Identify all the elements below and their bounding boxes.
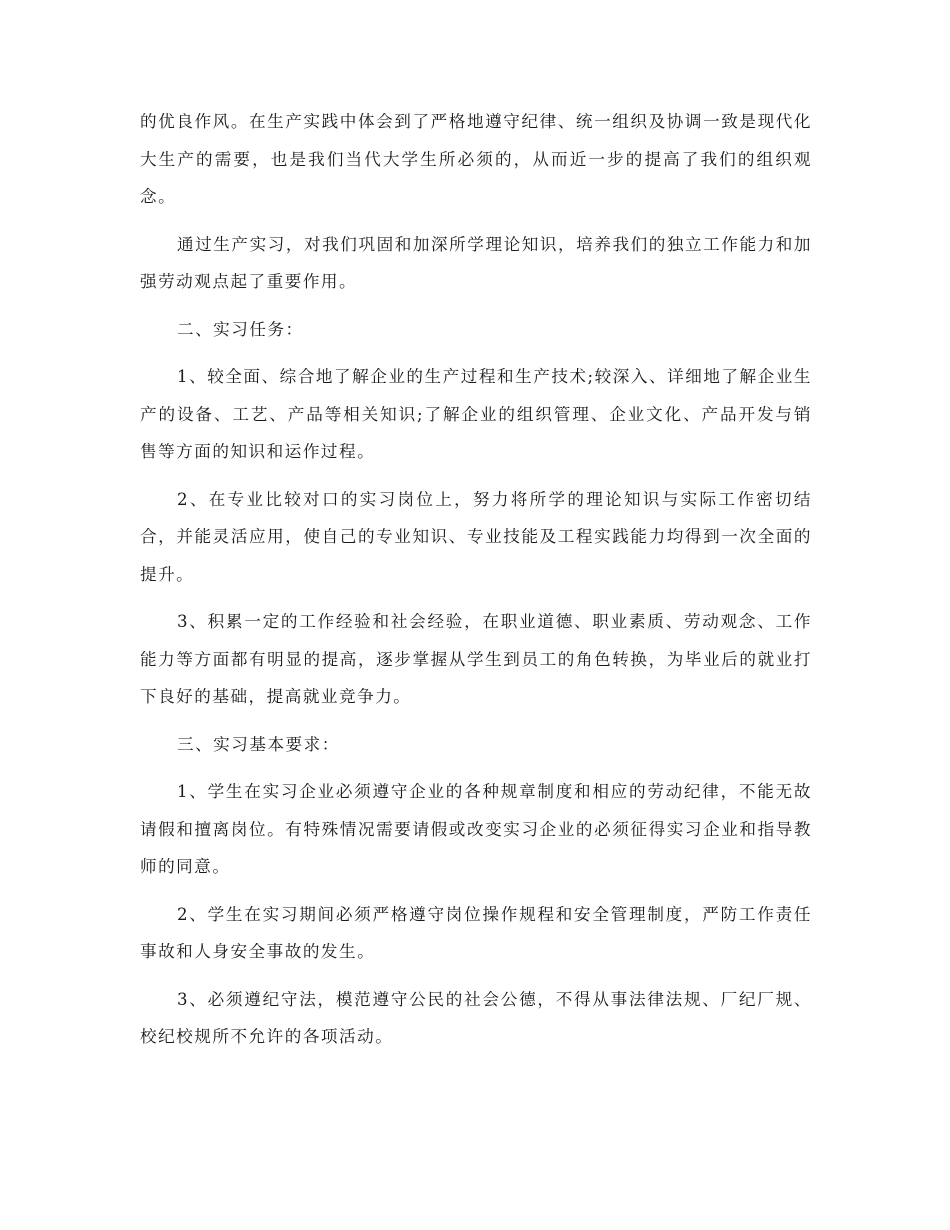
requirement-item-3: 3、必须遵纪守法，模范遵守公民的社会公德，不得从事法律法规、厂纪厂规、校纪校规所不允许的各项活动。 — [140, 989, 812, 1046]
section-heading-requirements: 三、实习基本要求： — [177, 734, 340, 754]
paragraph-continuation: 的优良作风。在生产实践中体会到了严格地遵守纪律、统一组织及协调一致是现代化大生产的需要，也是我们当代大学生所必须的，从而近一步的提高了我们的组织观念。 — [140, 112, 812, 206]
paragraph-summary: 通过生产实习，对我们巩固和加深所学理论知识，培养我们的独立工作能力和加强劳动观点起了重要作用。 — [140, 234, 812, 291]
requirement-item-2: 2、学生在实习期间必须严格遵守岗位操作规程和安全管理制度，严防工作责任事故和人身安全事故的发生。 — [140, 904, 812, 961]
task-item-1: 1、较全面、综合地了解企业的生产过程和生产技术;较深入、详细地了解企业生产的设备、工艺、产品等相关知识;了解企业的组织管理、企业文化、产品开发与销售等方面的知识和运作过程。 — [140, 367, 812, 461]
section-heading-tasks: 二、实习任务： — [177, 319, 304, 339]
document-page — [140, 103, 812, 1066]
task-item-3: 3、积累一定的工作经验和社会经验，在职业道德、职业素质、劳动观念、工作能力等方面都有明显的提高，逐步掌握从学生到员工的角色转换，为毕业后的就业打下良好的基础，提高就业竞争力。 — [140, 612, 812, 706]
requirement-item-1: 1、学生在实习企业必须遵守企业的各种规章制度和相应的劳动纪律，不能无故请假和擅离岗位。有特殊情况需要请假或改变实习企业的必须征得实习企业和指导教师的同意。 — [140, 782, 812, 876]
task-item-2: 2、在专业比较对口的实习岗位上，努力将所学的理论知识与实际工作密切结合，并能灵活应用，使自己的专业知识、专业技能及工程实践能力均得到一次全面的提升。 — [140, 489, 812, 584]
